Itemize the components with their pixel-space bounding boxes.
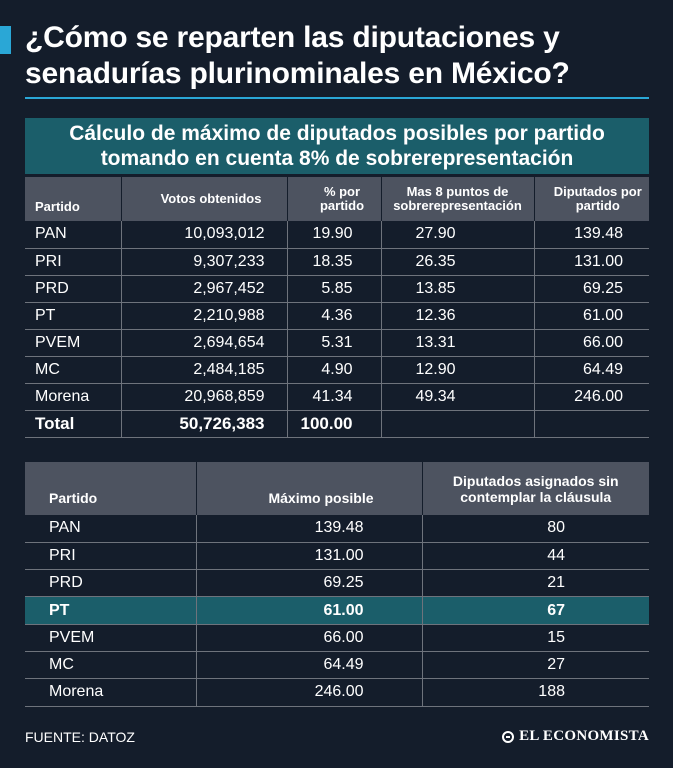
cell-partido: PRI bbox=[25, 248, 121, 275]
cell-partido: PT bbox=[25, 597, 196, 624]
table-row bbox=[25, 679, 649, 706]
total-row bbox=[25, 410, 649, 437]
cell-votos: 2,210,988 bbox=[121, 302, 287, 329]
highlighted-table-row bbox=[25, 597, 649, 624]
total-cell-partido: Total bbox=[25, 410, 121, 437]
cell-partido: PVEM bbox=[25, 329, 121, 356]
brand-name: EL ECONOMISTA bbox=[519, 728, 649, 744]
col-header-partido: Partido bbox=[25, 177, 121, 221]
cell-porcentaje: 5.31 bbox=[287, 329, 381, 356]
table-row bbox=[25, 570, 649, 597]
table-row bbox=[25, 515, 649, 542]
cell-porcentaje: 4.36 bbox=[287, 302, 381, 329]
banner-line-1: Cálculo de máximo de diputados posibles por partido bbox=[69, 122, 605, 145]
cell-diputados: 139.48 bbox=[534, 221, 649, 248]
col-header-porcentaje: % por partido bbox=[287, 177, 381, 221]
cell-sobrerepresentacion: 13.85 bbox=[381, 275, 534, 302]
table-row bbox=[25, 302, 649, 329]
cell-votos: 10,093,012 bbox=[121, 221, 287, 248]
brand-logo bbox=[502, 728, 649, 745]
cell-votos: 2,694,654 bbox=[121, 329, 287, 356]
total-cell-votos: 50,726,383 bbox=[121, 410, 287, 437]
el-economista-logo-icon bbox=[502, 731, 514, 743]
cell-votos: 20,968,859 bbox=[121, 383, 287, 410]
cell-porcentaje: 5.85 bbox=[287, 275, 381, 302]
cell-partido: MC bbox=[25, 651, 196, 678]
page-title: ¿Cómo se reparten las diputaciones y senadurías plurinominales en México? bbox=[25, 21, 570, 90]
cell-votos: 9,307,233 bbox=[121, 248, 287, 275]
total-cell-diputados bbox=[534, 410, 649, 437]
cell-diputados: 131.00 bbox=[534, 248, 649, 275]
table-row bbox=[25, 383, 649, 410]
table-row bbox=[25, 624, 649, 651]
cell-sobrerepresentacion: 12.90 bbox=[381, 356, 534, 383]
max-deputies-table bbox=[25, 177, 649, 438]
cell-sobrerepresentacion: 26.35 bbox=[381, 248, 534, 275]
cell-diputados: 66.00 bbox=[534, 329, 649, 356]
total-cell-sobrerepresentacion bbox=[381, 410, 534, 437]
cell-maximo: 64.49 bbox=[196, 651, 422, 678]
table-row bbox=[25, 248, 649, 275]
cell-partido: Morena bbox=[25, 679, 196, 706]
cell-asignados: 27 bbox=[422, 651, 649, 678]
cell-diputados: 61.00 bbox=[534, 302, 649, 329]
cell-diputados: 246.00 bbox=[534, 383, 649, 410]
table-row bbox=[25, 221, 649, 248]
table-row bbox=[25, 651, 649, 678]
cell-porcentaje: 41.34 bbox=[287, 383, 381, 410]
cell-sobrerepresentacion: 13.31 bbox=[381, 329, 534, 356]
cell-maximo: 61.00 bbox=[196, 597, 422, 624]
col-header-votos: Votos obtenidos bbox=[121, 177, 287, 221]
table-header-row bbox=[25, 462, 649, 515]
source-note: FUENTE: DATOZ bbox=[25, 729, 135, 745]
cell-partido: PT bbox=[25, 302, 121, 329]
cell-maximo: 139.48 bbox=[196, 515, 422, 542]
title-accent-bar bbox=[0, 26, 11, 54]
cell-asignados: 67 bbox=[422, 597, 649, 624]
cell-votos: 2,484,185 bbox=[121, 356, 287, 383]
cell-maximo: 246.00 bbox=[196, 679, 422, 706]
title-divider bbox=[25, 97, 649, 99]
cell-maximo: 69.25 bbox=[196, 570, 422, 597]
table1-banner bbox=[25, 118, 649, 174]
cell-partido: PRD bbox=[25, 570, 196, 597]
cell-partido: MC bbox=[25, 356, 121, 383]
col-header-sobrerepresentacion: Mas 8 puntos de sobrerepresentación bbox=[381, 177, 534, 221]
assigned-deputies-table bbox=[25, 462, 649, 707]
cell-votos: 2,967,452 bbox=[121, 275, 287, 302]
cell-asignados: 80 bbox=[422, 515, 649, 542]
cell-partido: PVEM bbox=[25, 624, 196, 651]
cell-partido: Morena bbox=[25, 383, 121, 410]
cell-sobrerepresentacion: 27.90 bbox=[381, 221, 534, 248]
cell-maximo: 131.00 bbox=[196, 542, 422, 569]
table-row bbox=[25, 329, 649, 356]
table-header-row bbox=[25, 177, 649, 221]
cell-diputados: 64.49 bbox=[534, 356, 649, 383]
total-cell-porcentaje: 100.00 bbox=[287, 410, 381, 437]
cell-porcentaje: 19.90 bbox=[287, 221, 381, 248]
cell-asignados: 44 bbox=[422, 542, 649, 569]
table-row bbox=[25, 356, 649, 383]
cell-asignados: 15 bbox=[422, 624, 649, 651]
cell-porcentaje: 18.35 bbox=[287, 248, 381, 275]
cell-porcentaje: 4.90 bbox=[287, 356, 381, 383]
col-header-maximo: Máximo posible bbox=[196, 462, 422, 515]
cell-asignados: 21 bbox=[422, 570, 649, 597]
cell-partido: PAN bbox=[25, 221, 121, 248]
cell-sobrerepresentacion: 49.34 bbox=[381, 383, 534, 410]
cell-partido: PRD bbox=[25, 275, 121, 302]
cell-asignados: 188 bbox=[422, 679, 649, 706]
table-row bbox=[25, 542, 649, 569]
banner-line-2: tomando en cuenta 8% de sobrerepresentación bbox=[100, 147, 574, 170]
cell-diputados: 69.25 bbox=[534, 275, 649, 302]
cell-sobrerepresentacion: 12.36 bbox=[381, 302, 534, 329]
cell-maximo: 66.00 bbox=[196, 624, 422, 651]
cell-partido: PAN bbox=[25, 515, 196, 542]
cell-partido: PRI bbox=[25, 542, 196, 569]
col-header-diputados: Diputados por partido bbox=[534, 177, 649, 221]
col-header-asignados: Diputados asignados sin contemplar la cláusula bbox=[422, 462, 649, 515]
col-header-partido: Partido bbox=[25, 462, 196, 515]
table-row bbox=[25, 275, 649, 302]
